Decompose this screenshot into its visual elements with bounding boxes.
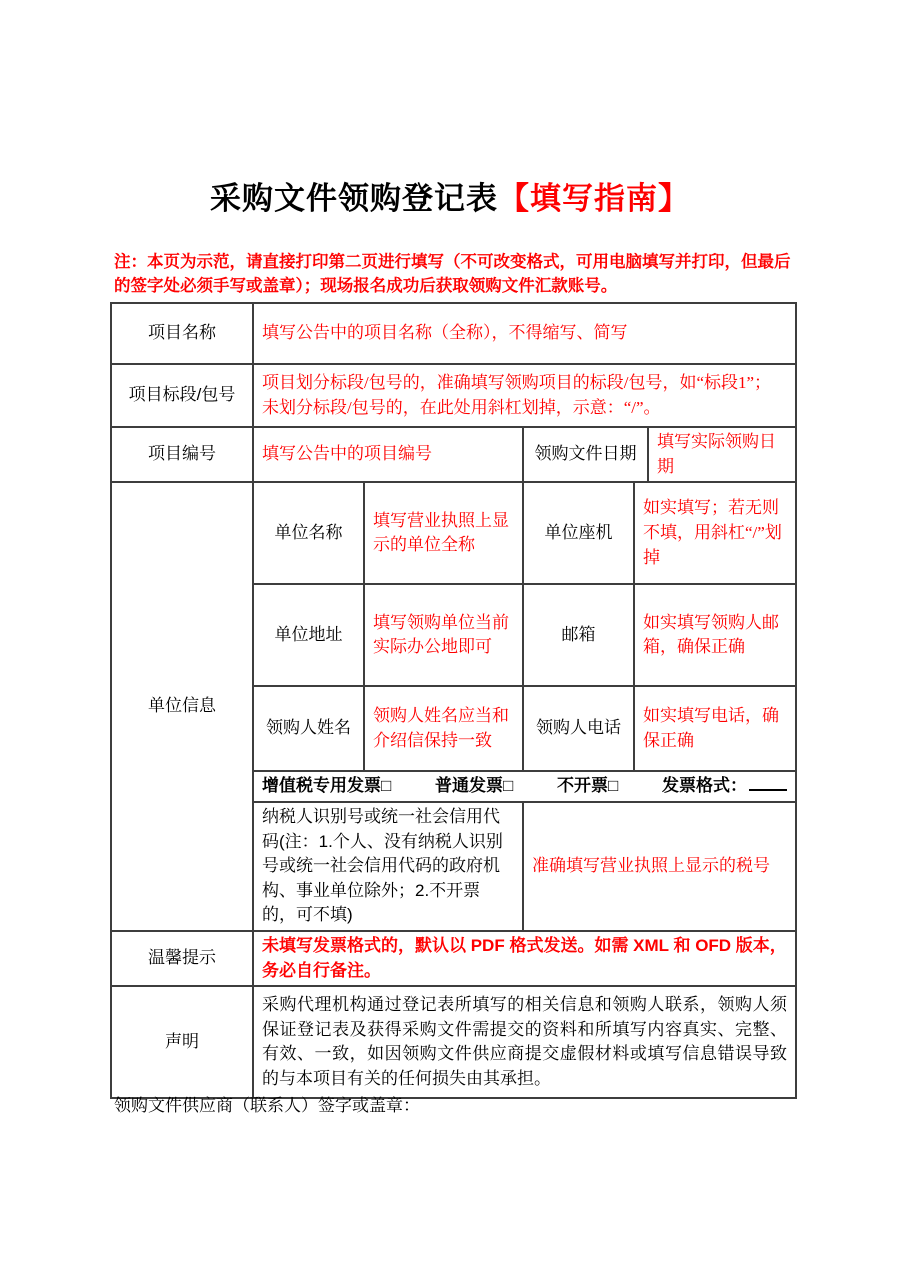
hint-email: 如实填写领购人邮箱，确保正确	[634, 584, 796, 686]
label-unit-name: 单位名称	[253, 482, 364, 584]
row-project-section	[111, 364, 796, 427]
row-project-name	[111, 303, 796, 364]
hint-tips: 未填写发票格式的，默认以 PDF 格式发送。如需 XML 和 OFD 版本，务必自行备注。	[253, 931, 796, 986]
label-tax-id: 纳税人识别号或统一社会信用代码(注：1.个人、没有纳税人识别号或统一社会信用代码的政府机构、事业单位除外；2.不开票的，可不填)	[253, 802, 523, 931]
invoice-format-field	[662, 774, 787, 799]
hint-unit-address: 填写领购单位当前实际办公地即可	[364, 584, 523, 686]
hint-project-name: 填写公告中的项目名称（全称），不得缩写、简写	[253, 303, 796, 364]
hint-unit-name: 填写营业执照上显示的单位全称	[364, 482, 523, 584]
invoice-options-cell	[253, 771, 796, 802]
label-unit-info-group: 单位信息	[111, 482, 253, 931]
label-statement: 声明	[111, 986, 253, 1098]
label-pickup-date: 领购文件日期	[523, 427, 648, 482]
hint-unit-phone: 如实填写；若无则不填，用斜杠“/”划掉	[634, 482, 796, 584]
label-unit-address: 单位地址	[253, 584, 364, 686]
hint-pickup-date: 填写实际领购日期	[648, 427, 796, 482]
hint-buyer-name: 领购人姓名应当和介绍信保持一致	[364, 686, 523, 771]
signature-line: 领购文件供应商（联系人）签字或盖章：	[114, 1096, 420, 1115]
hint-tax-id: 准确填写营业执照上显示的税号	[523, 802, 796, 931]
label-email: 邮箱	[523, 584, 634, 686]
label-tips: 温馨提示	[111, 931, 253, 986]
label-unit-phone: 单位座机	[523, 482, 634, 584]
hint-buyer-phone: 如实填写电话，确保正确	[634, 686, 796, 771]
title-highlight: 【填写指南】	[498, 181, 690, 216]
label-project-no: 项目编号	[111, 427, 253, 482]
row-tips	[111, 931, 796, 986]
checkbox-vat-special-invoice[interactable]: 增值税专用发票□	[262, 776, 392, 796]
statement-text: 采购代理机构通过登记表所填写的相关信息和领购人联系，领购人须保证登记表及获得采购文件需提交的资料和所填写内容真实、完整、有效、一致，如因领购文件供应商提交虚假材料或填写信息错误导致的与本项目有关的任何损失由其承担。	[253, 986, 796, 1098]
title-main: 采购文件领购登记表	[210, 181, 498, 216]
checkbox-no-invoice[interactable]: 不开票□	[557, 776, 619, 796]
row-statement	[111, 986, 796, 1098]
label-project-section: 项目标段/包号	[111, 364, 253, 427]
invoice-format-label: 发票格式：	[662, 776, 748, 796]
note-text: 注：本页为示范，请直接打印第二页进行填写（不可改变格式，可用电脑填写并打印，但最后的签字处必须手写或盖章）；现场报名成功后获取领购文件汇款账号。	[114, 253, 791, 295]
page-title	[0, 180, 900, 218]
invoice-format-blank[interactable]	[749, 785, 787, 791]
hint-project-section: 项目划分标段/包号的，准确填写领购项目的标段/包号，如“标段1”；未划分标段/包号的，在此处用斜杠划掉，示意：“/”。	[253, 364, 796, 427]
label-project-name: 项目名称	[111, 303, 253, 364]
row-project-no	[111, 427, 796, 482]
registration-form-table	[110, 302, 797, 1099]
label-buyer-phone: 领购人电话	[523, 686, 634, 771]
hint-project-no: 填写公告中的项目编号	[253, 427, 523, 482]
checkbox-ordinary-invoice[interactable]: 普通发票□	[435, 776, 514, 796]
label-buyer-name: 领购人姓名	[253, 686, 364, 771]
row-unit-name	[111, 482, 796, 584]
